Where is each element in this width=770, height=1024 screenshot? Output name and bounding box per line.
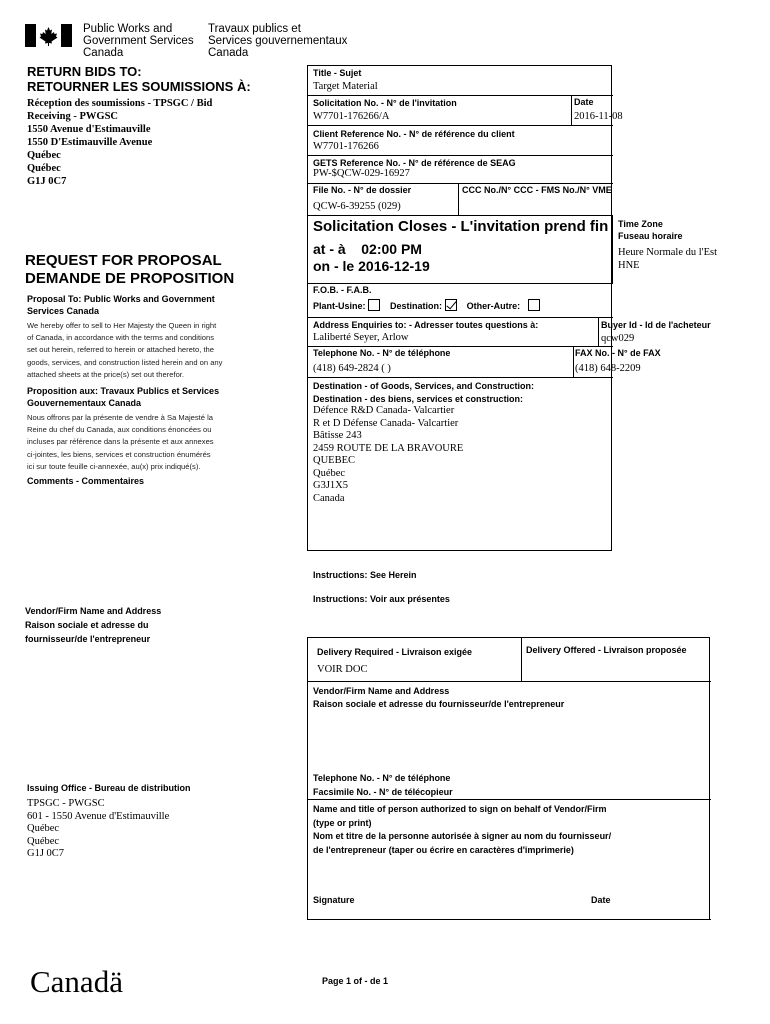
buyer-id-value: qcw029 bbox=[601, 333, 635, 344]
address-line: G1J 0C7 bbox=[27, 176, 67, 187]
fax-label: FAX No. - N° de FAX bbox=[575, 348, 661, 358]
address-line: 1550 D'Estimauville Avenue bbox=[27, 137, 153, 148]
return-bids-heading bbox=[27, 65, 251, 94]
vendor-label bbox=[313, 685, 564, 711]
authorized-person-label bbox=[313, 803, 611, 857]
label-line: Proposal To: Public Works and Government bbox=[27, 294, 215, 304]
text-line: incluses par référence dans la présente et aux annexes bbox=[27, 437, 214, 447]
address-line: Québec bbox=[27, 163, 61, 174]
time-zone-label bbox=[618, 219, 683, 242]
enquiries-value: Laliberté Seyer, Arlow bbox=[313, 332, 409, 343]
dept-fr-line: Travaux publics et bbox=[208, 23, 301, 35]
delivery-required-value: VOIR DOC bbox=[317, 664, 368, 675]
address-line: Réception des soumissions - TPSGC / Bid bbox=[27, 98, 213, 109]
delivery-offered-label: Delivery Offered - Livraison proposée bbox=[526, 645, 687, 655]
closing-date-value: 2016-12-19 bbox=[358, 258, 430, 274]
vendor-facsimile-label: Facsimile No. - N° de télécopieur bbox=[313, 786, 453, 797]
solicitation-closes-label: Solicitation Closes - L'invitation prend fin bbox=[313, 218, 609, 235]
address-line: Canada bbox=[313, 492, 345, 504]
address-line: 2459 ROUTE DE LA BRAVOURE bbox=[313, 442, 464, 454]
label-line: Vendor/Firm Name and Address bbox=[25, 606, 162, 616]
value-line: HNE bbox=[618, 259, 640, 271]
label-line: Gouvernementaux Canada bbox=[27, 397, 142, 408]
return-address bbox=[27, 97, 212, 188]
vendor-contact-labels bbox=[313, 772, 453, 799]
client-reference-label: Client Reference No. - N° de référence du client bbox=[313, 129, 515, 139]
instructions-fr: Instructions: Voir aux présentes bbox=[313, 594, 450, 604]
label-line: Destination - of Goods, Services, and Construction: bbox=[313, 381, 535, 391]
time-zone-value bbox=[618, 247, 717, 272]
address-line: 601 - 1550 Avenue d'Estimauville bbox=[27, 810, 170, 822]
address-line: Receiving - PWGSC bbox=[27, 111, 118, 122]
solicitation-no-label: Solicitation No. - N° de l'invitation bbox=[313, 98, 457, 108]
dept-en-line: Government Services bbox=[83, 35, 194, 47]
destination-option-label: Destination: bbox=[390, 301, 443, 311]
return-bids-en: RETURN BIDS TO: bbox=[27, 64, 142, 79]
issuing-office-address bbox=[27, 798, 169, 861]
signature-label: Signature bbox=[313, 895, 355, 905]
address-line: R et D Défense Canada- Valcartier bbox=[313, 417, 459, 429]
signature-date-label: Date bbox=[591, 895, 611, 905]
dept-fr-line: Canada bbox=[208, 47, 249, 59]
other-checkbox[interactable] bbox=[528, 299, 540, 311]
address-line: Défence R&D Canada- Valcartier bbox=[313, 405, 455, 416]
text-line: goods, services, and construction listed herein and on any bbox=[27, 357, 223, 367]
vendor-label-left bbox=[25, 604, 161, 646]
address-line: TPSGC - PWGSC bbox=[27, 798, 105, 809]
text-line: ci-jointes, les biens, services et construction énumérés bbox=[27, 449, 211, 459]
address-line: QUEBEC bbox=[313, 455, 355, 466]
telephone-value: (418) 649-2824 ( ) bbox=[313, 363, 391, 374]
instructions-en: Instructions: See Herein bbox=[313, 570, 417, 580]
address-line: Québec bbox=[27, 835, 60, 847]
label-line: de l'entrepreneur (taper ou écrire en caractères d'imprimerie) bbox=[313, 844, 574, 855]
proposal-to-label bbox=[27, 294, 215, 317]
proposal-to-text bbox=[27, 320, 222, 381]
destination-label bbox=[313, 380, 534, 405]
file-no-value: QCW-6-39255 (029) bbox=[313, 201, 401, 212]
label-line: Time Zone bbox=[618, 219, 663, 229]
text-line: ici sur toute feuille ci-annexée, au(x) prix indiqué(s). bbox=[27, 461, 201, 471]
solicitation-no-value: W7701-176266/A bbox=[313, 111, 390, 122]
address-line: 1550 Avenue d'Estimauville bbox=[27, 124, 151, 135]
label-line: Nom et titre de la personne autorisée à signer au nom du fournisseur/ bbox=[313, 831, 612, 841]
title-value: Target Material bbox=[313, 81, 378, 92]
department-name-fr bbox=[208, 23, 347, 59]
address-line: Québec bbox=[27, 150, 61, 161]
comments-label: Comments - Commentaires bbox=[27, 476, 145, 486]
closing-time-value: 02:00 PM bbox=[361, 241, 422, 257]
text-line: attached sheets at the price(s) set out therefor. bbox=[27, 369, 185, 379]
date-label: Date bbox=[574, 97, 594, 107]
text-line: We hereby offer to sell to Her Majesty the Queen in right bbox=[27, 321, 217, 330]
label-line: Fuseau horaire bbox=[618, 230, 683, 241]
plant-label: Plant-Usine: bbox=[313, 301, 366, 311]
address-line: Bâtisse 243 bbox=[313, 430, 362, 441]
vendor-telephone-label: Telephone No. - N° de téléphone bbox=[313, 773, 451, 783]
label-line: Destination - des biens, services et construction: bbox=[313, 393, 524, 404]
rfp-heading bbox=[25, 252, 234, 288]
closing-time-row bbox=[313, 241, 422, 257]
dept-fr-line: Services gouvernementaux bbox=[208, 35, 348, 47]
ccc-no-label: CCC No./N° CCC - FMS No./N° VME bbox=[462, 185, 612, 195]
dept-en-line: Public Works and bbox=[83, 23, 173, 35]
address-line: Québec bbox=[313, 467, 346, 479]
return-bids-fr: RETOURNER LES SOUMISSIONS À: bbox=[27, 78, 251, 94]
rfp-fr: DEMANDE DE PROPOSITION bbox=[25, 270, 235, 287]
proposition-text bbox=[27, 412, 214, 473]
text-line: Nous offrons par la présente de vendre à Sa Majesté la bbox=[27, 413, 214, 422]
gets-reference-value: PW-$QCW-029-16927 bbox=[313, 168, 410, 179]
buyer-id-label: Buyer Id - Id de l'acheteur bbox=[601, 320, 711, 330]
address-line: G1J 0C7 bbox=[27, 848, 65, 859]
label-line: (type or print) bbox=[313, 817, 372, 828]
at-label: at - à bbox=[313, 241, 346, 257]
plant-checkbox[interactable] bbox=[368, 299, 380, 311]
rfp-en: REQUEST FOR PROPOSAL bbox=[25, 252, 222, 269]
fob-options bbox=[313, 299, 540, 313]
department-name-en bbox=[83, 23, 194, 59]
fob-label: F.O.B. - F.A.B. bbox=[313, 285, 372, 295]
date-value: 2016-11-08 bbox=[574, 111, 623, 122]
canada-flag-icon bbox=[25, 24, 72, 47]
text-line: set out herein, referred to herein or attached hereto, the bbox=[27, 345, 215, 355]
closing-date-row bbox=[313, 258, 430, 274]
telephone-label: Telephone No. - N° de téléphone bbox=[313, 348, 451, 358]
label-line: Vendor/Firm Name and Address bbox=[313, 686, 450, 696]
proposition-label bbox=[27, 386, 219, 409]
enquiries-label: Address Enquiries to: - Adresser toutes questions à: bbox=[313, 320, 539, 330]
fax-value: (418) 648-2209 bbox=[575, 363, 641, 374]
gets-reference-label: GETS Reference No. - N° de référence de SEAG bbox=[313, 158, 516, 168]
canada-wordmark: Canadä bbox=[30, 964, 123, 999]
label-line: Raison sociale et adresse du bbox=[25, 620, 149, 630]
issuing-office-label: Issuing Office - Bureau de distribution bbox=[27, 783, 191, 793]
label-line: Services Canada bbox=[27, 305, 100, 316]
label-line: Proposition aux: Travaux Publics et Services bbox=[27, 386, 220, 396]
delivery-required-label: Delivery Required - Livraison exigée bbox=[317, 647, 473, 657]
value-line: Heure Normale du l'Est bbox=[618, 247, 717, 258]
address-line: Québec bbox=[27, 823, 60, 834]
label-line: Name and title of person authorized to sign on behalf of Vendor/Firm bbox=[313, 804, 607, 814]
client-reference-value: W7701-176266 bbox=[313, 141, 379, 152]
page-number: Page 1 of - de 1 bbox=[322, 976, 389, 986]
file-no-label: File No. - N° de dossier bbox=[313, 185, 412, 195]
destination-address bbox=[313, 405, 463, 505]
label-line: fournisseur/de l'entrepreneur bbox=[25, 634, 151, 644]
dept-en-line: Canada bbox=[83, 47, 124, 59]
address-line: G3J1X5 bbox=[313, 480, 349, 491]
destination-checkbox[interactable] bbox=[445, 299, 457, 311]
title-label: Title - Sujet bbox=[313, 68, 362, 78]
on-label: on - le bbox=[313, 258, 355, 274]
text-line: Reine du chef du Canada, aux conditions énoncées ou bbox=[27, 425, 212, 435]
text-line: of Canada, in accordance with the terms and conditions bbox=[27, 333, 214, 343]
label-line: Raison sociale et adresse du fournisseur/de l'entrepreneur bbox=[313, 699, 565, 709]
other-label: Other-Autre: bbox=[466, 301, 521, 311]
